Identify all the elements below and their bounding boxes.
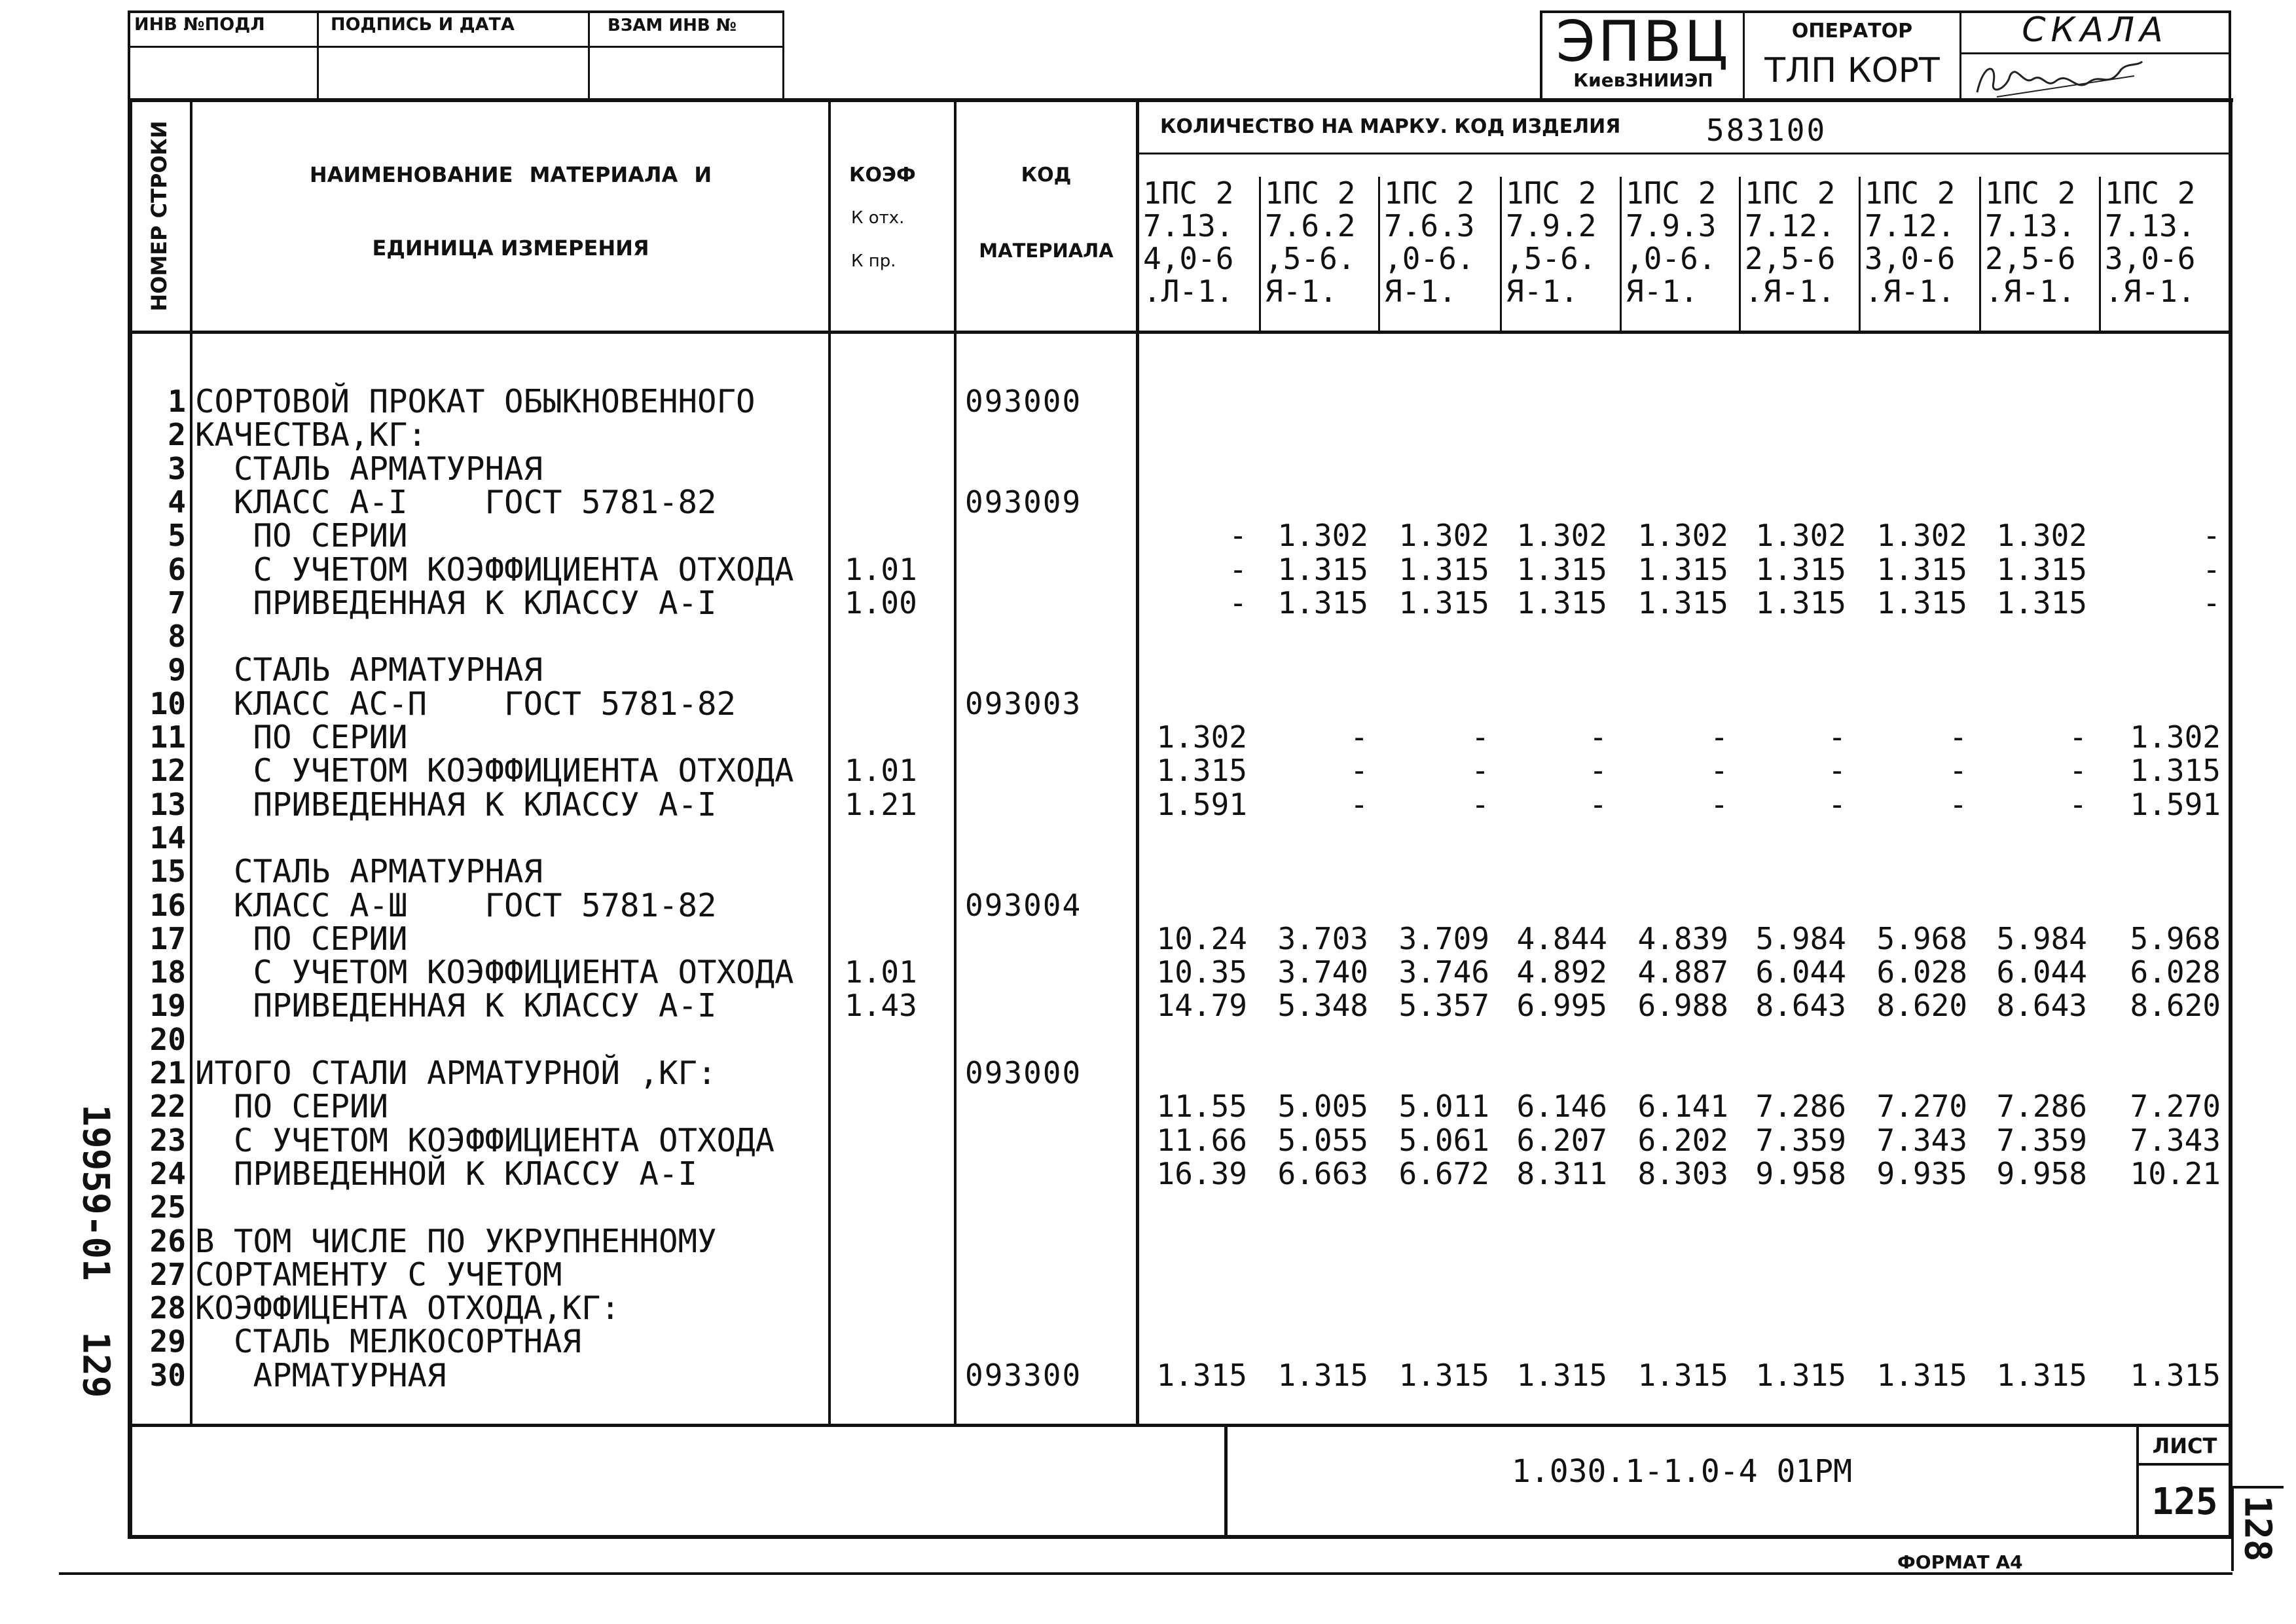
vzam-inv-label: ВЗАМ ИНВ № bbox=[608, 16, 737, 35]
mark-header-line: 1ПС 2 bbox=[1865, 175, 1956, 211]
quantity-cell: 1.315 bbox=[1156, 753, 1247, 788]
quantity-cell: 1.302 bbox=[1996, 518, 2087, 553]
mark-header-line: 2,5-6 bbox=[1745, 241, 1836, 276]
quantity-cell: 9.958 bbox=[1996, 1156, 2087, 1191]
quantity-cell: 5.348 bbox=[1277, 988, 1368, 1023]
row-number-header: НОМЕР СТРОКИ bbox=[147, 120, 172, 312]
quantity-cell: 8.643 bbox=[1996, 988, 2087, 1023]
quantity-cell: 6.028 bbox=[2130, 954, 2221, 990]
row-number: 26 bbox=[149, 1223, 186, 1259]
row-number: 5 bbox=[168, 518, 186, 553]
signature bbox=[1971, 56, 2147, 102]
quantity-cell: 1.315 bbox=[1277, 1358, 1368, 1393]
quantity-cell: - bbox=[1471, 753, 1489, 788]
mark-header-line: 7.9.3 bbox=[1626, 208, 1717, 244]
row-number: 10 bbox=[149, 686, 186, 721]
quantity-cell: - bbox=[1710, 787, 1728, 822]
quantity-cell: 8.311 bbox=[1516, 1156, 1607, 1191]
quantity-cell: - bbox=[1949, 753, 1967, 788]
quantity-cell: 3.709 bbox=[1398, 921, 1489, 956]
quantity-cell: - bbox=[2069, 753, 2087, 788]
coef-kotx-header: К отх. bbox=[851, 208, 905, 228]
quantity-cell: 6.141 bbox=[1637, 1089, 1728, 1124]
material-name: АРМАТУРНАЯ bbox=[195, 1357, 446, 1394]
quantity-cell: 1.315 bbox=[1996, 552, 2087, 587]
row-number: 6 bbox=[168, 552, 186, 587]
quantity-cell: 8.620 bbox=[1876, 988, 1967, 1023]
mark-header-line: 1ПС 2 bbox=[1985, 175, 2076, 211]
operator-label: ОПЕРАТОР bbox=[1791, 20, 1913, 43]
material-name: ПРИВЕДЕННАЯ К КЛАССУ А-I bbox=[195, 987, 717, 1024]
quantity-cell: 5.005 bbox=[1277, 1089, 1368, 1124]
quantity-cell: 8.620 bbox=[2130, 988, 2221, 1023]
sheet-number: 125 bbox=[2151, 1481, 2218, 1523]
quantity-cell: - bbox=[1471, 787, 1489, 822]
quantity-cell: 7.359 bbox=[1996, 1123, 2087, 1158]
quantity-cell: 1.315 bbox=[2130, 753, 2221, 788]
quantity-cell: - bbox=[1828, 753, 1846, 788]
quantity-cell: 5.984 bbox=[1755, 921, 1846, 956]
mark-header-line: .Я-1. bbox=[1865, 274, 1956, 309]
quantity-cell: 5.968 bbox=[1876, 921, 1967, 956]
quantity-cell: 8.643 bbox=[1755, 988, 1846, 1023]
product-code: 583100 bbox=[1706, 113, 1827, 148]
quantity-cell: 6.672 bbox=[1398, 1156, 1489, 1191]
quantity-cell: 10.24 bbox=[1156, 921, 1247, 956]
quantity-cell: - bbox=[1589, 719, 1607, 755]
quantity-cell: 1.315 bbox=[1755, 552, 1846, 587]
row-number: 7 bbox=[168, 585, 186, 621]
quantity-cell: - bbox=[1949, 719, 1967, 755]
quantity-cell: - bbox=[1229, 518, 1247, 553]
coef-header: КОЭФ bbox=[849, 164, 916, 187]
quantity-cell: 7.343 bbox=[1876, 1123, 1967, 1158]
quantity-cell: 1.302 bbox=[1156, 719, 1247, 755]
mark-header-line: 1ПС 2 bbox=[1745, 175, 1836, 211]
row-number: 12 bbox=[149, 753, 186, 788]
quantity-cell: - bbox=[1949, 787, 1967, 822]
quantity-cell: - bbox=[2202, 518, 2221, 553]
material-name: КЛАСС АС-П ГОСТ 5781-82 bbox=[195, 685, 737, 723]
material-name-header-2: ЕДИНИЦА ИЗМЕРЕНИЯ bbox=[372, 236, 649, 261]
inv-podl-label: ИНВ №ПОДЛ bbox=[134, 14, 265, 35]
row-number: 11 bbox=[149, 719, 186, 755]
quantity-cell: 3.740 bbox=[1277, 954, 1368, 990]
mark-header-line: ,5-6. bbox=[1506, 241, 1597, 276]
quantity-cell: - bbox=[2069, 719, 2087, 755]
material-name: ПО СЕРИИ bbox=[195, 1088, 389, 1125]
material-code: 093000 bbox=[965, 384, 1082, 419]
row-number: 21 bbox=[149, 1055, 186, 1091]
mark-header-line: .Я-1. bbox=[1745, 274, 1836, 309]
quantity-cell: 7.270 bbox=[1876, 1089, 1967, 1124]
mark-header-line: 1ПС 2 bbox=[1626, 175, 1717, 211]
quantity-cell: 3.703 bbox=[1277, 921, 1368, 956]
mark-header-line: 7.13. bbox=[2105, 208, 2196, 244]
quantity-cell: - bbox=[1589, 787, 1607, 822]
quantity-cell: 1.302 bbox=[1755, 518, 1846, 553]
quantity-cell: 1.302 bbox=[1398, 518, 1489, 553]
format-label: ФОРМАТ А4 bbox=[1897, 1551, 2023, 1573]
mark-header-line: 1ПС 2 bbox=[1265, 175, 1356, 211]
quantity-cell: - bbox=[1229, 552, 1247, 587]
quantity-cell: - bbox=[1350, 753, 1368, 788]
quantity-cell: 7.270 bbox=[2130, 1089, 2221, 1124]
operator-name: СКАЛА bbox=[2022, 10, 2168, 50]
code-header-2: МАТЕРИАЛА bbox=[979, 240, 1114, 262]
quantity-cell: 6.663 bbox=[1277, 1156, 1368, 1191]
mark-header-line: 7.6.2 bbox=[1265, 208, 1356, 244]
quantity-cell: 1.591 bbox=[2130, 787, 2221, 822]
mark-header-line: Я-1. bbox=[1506, 274, 1578, 309]
quantity-cell: 1.315 bbox=[1637, 585, 1728, 621]
material-name: СТАЛЬ АРМАТУРНАЯ bbox=[195, 853, 543, 890]
quantity-cell: 1.315 bbox=[1996, 585, 2087, 621]
row-number: 1 bbox=[168, 384, 186, 419]
quantity-cell: 7.343 bbox=[2130, 1123, 2221, 1158]
quantity-cell: 11.55 bbox=[1156, 1089, 1247, 1124]
margin-page-number: 129 bbox=[74, 1331, 117, 1398]
material-name: КОЭФФИЦЕНТА ОТХОДА,КГ: bbox=[195, 1290, 621, 1327]
quantity-cell: 1.315 bbox=[2130, 1358, 2221, 1393]
quantity-cell: - bbox=[1471, 719, 1489, 755]
mark-header-line: 7.6.3 bbox=[1384, 208, 1475, 244]
material-name-header-1: НАИМЕНОВАНИЕ МАТЕРИАЛА И bbox=[309, 162, 712, 187]
material-code: 093003 bbox=[965, 686, 1082, 721]
quantity-cell: 7.286 bbox=[1755, 1089, 1846, 1124]
quantity-cell: 8.303 bbox=[1637, 1156, 1728, 1191]
row-number: 28 bbox=[149, 1290, 186, 1326]
mark-header-line: ,5-6. bbox=[1265, 241, 1356, 276]
mark-header-line: 1ПС 2 bbox=[1384, 175, 1475, 211]
quantity-cell: 10.35 bbox=[1156, 954, 1247, 990]
quantity-cell: - bbox=[1350, 787, 1368, 822]
quantity-cell: 5.984 bbox=[1996, 921, 2087, 956]
mark-header-line: 7.13. bbox=[1143, 208, 1234, 244]
quantity-cell: 5.011 bbox=[1398, 1089, 1489, 1124]
row-number: 30 bbox=[149, 1358, 186, 1393]
quantity-cell: - bbox=[2202, 585, 2221, 621]
mark-header-line: .Я-1. bbox=[2105, 274, 2196, 309]
coefficient: 1.00 bbox=[845, 585, 917, 621]
mark-header-line: Я-1. bbox=[1265, 274, 1338, 309]
quantity-cell: - bbox=[1710, 719, 1728, 755]
coef-kpr-header: К пр. bbox=[851, 251, 896, 271]
material-name: СТАЛЬ АРМАТУРНАЯ bbox=[195, 450, 543, 488]
quantity-cell: 1.315 bbox=[1277, 552, 1368, 587]
quantity-cell: - bbox=[1828, 719, 1846, 755]
quantity-cell: 14.79 bbox=[1156, 988, 1247, 1023]
operator-value: ТЛП КОРТ bbox=[1764, 51, 1940, 90]
mark-header-line: 7.12. bbox=[1745, 208, 1836, 244]
quantity-cell: 1.302 bbox=[2130, 719, 2221, 755]
quantity-cell: 1.315 bbox=[1876, 1358, 1967, 1393]
quantity-cell: 1.315 bbox=[1516, 552, 1607, 587]
quantity-cell: 4.844 bbox=[1516, 921, 1607, 956]
mark-header-line: 7.12. bbox=[1865, 208, 1956, 244]
quantity-cell: - bbox=[2069, 787, 2087, 822]
quantity-cell: - bbox=[1589, 753, 1607, 788]
quantity-cell: - bbox=[2202, 552, 2221, 587]
coefficient: 1.01 bbox=[845, 552, 917, 587]
row-number: 14 bbox=[149, 820, 186, 856]
mark-header-line: 4,0-6 bbox=[1143, 241, 1234, 276]
mark-header-line: Я-1. bbox=[1626, 274, 1698, 309]
org-sub: КиевЗНИИЭП bbox=[1573, 69, 1713, 91]
row-number: 29 bbox=[149, 1324, 186, 1359]
mark-header-line: 3,0-6 bbox=[1865, 241, 1956, 276]
material-code: 093004 bbox=[965, 888, 1082, 923]
quantity-cell: 1.315 bbox=[1996, 1358, 2087, 1393]
quantity-cell: - bbox=[1828, 787, 1846, 822]
material-code: 093300 bbox=[965, 1358, 1082, 1393]
quantity-cell: 1.302 bbox=[1637, 518, 1728, 553]
material-name: С УЧЕТОМ КОЭФФИЦИЕНТА ОТХОДА bbox=[195, 954, 794, 991]
material-name: КЛАСС А-Ш ГОСТ 5781-82 bbox=[195, 887, 717, 924]
row-number: 3 bbox=[168, 451, 186, 486]
quantity-cell: 16.39 bbox=[1156, 1156, 1247, 1191]
row-number: 22 bbox=[149, 1089, 186, 1124]
quantity-cell: 6.028 bbox=[1876, 954, 1967, 990]
material-name: ПО СЕРИИ bbox=[195, 719, 408, 756]
material-name: КАЧЕСТВА,КГ: bbox=[195, 416, 428, 454]
quantity-cell: 1.315 bbox=[1876, 585, 1967, 621]
material-name: СТАЛЬ МЕЛКОСОРТНАЯ bbox=[195, 1323, 582, 1360]
margin-inventory-number: 19959-01 bbox=[74, 1104, 117, 1281]
material-code: 093009 bbox=[965, 484, 1082, 520]
mark-header-line: 1ПС 2 bbox=[1506, 175, 1597, 211]
quantity-cell: 6.044 bbox=[1755, 954, 1846, 990]
mark-header-line: 7.13. bbox=[1985, 208, 2076, 244]
quantity-cell: 7.286 bbox=[1996, 1089, 2087, 1124]
material-name: СТАЛЬ АРМАТУРНАЯ bbox=[195, 651, 543, 689]
quantity-cell: 1.315 bbox=[1516, 585, 1607, 621]
quantity-cell: 5.061 bbox=[1398, 1123, 1489, 1158]
quantity-cell: 1.315 bbox=[1398, 1358, 1489, 1393]
quantity-label: КОЛИЧЕСТВО НА МАРКУ. КОД ИЗДЕЛИЯ bbox=[1160, 115, 1621, 138]
row-number: 20 bbox=[149, 1022, 186, 1057]
mark-header-line: 3,0-6 bbox=[2105, 241, 2196, 276]
quantity-cell: 6.044 bbox=[1996, 954, 2087, 990]
material-name: С УЧЕТОМ КОЭФФИЦИЕНТА ОТХОДА bbox=[195, 551, 794, 588]
row-number: 2 bbox=[168, 417, 186, 452]
quantity-cell: - bbox=[1710, 753, 1728, 788]
sheet-label: ЛИСТ bbox=[2152, 1434, 2217, 1458]
quantity-cell: 10.21 bbox=[2130, 1156, 2221, 1191]
row-number: 27 bbox=[149, 1257, 186, 1292]
material-name: ИТОГО СТАЛИ АРМАТУРНОЙ ,КГ: bbox=[195, 1055, 717, 1092]
quantity-cell: 1.315 bbox=[1398, 552, 1489, 587]
quantity-cell: 1.315 bbox=[1637, 552, 1728, 587]
quantity-cell: 1.302 bbox=[1516, 518, 1607, 553]
material-name: СОРТАМЕНТУ С УЧЕТОМ bbox=[195, 1256, 562, 1293]
quantity-cell: 1.315 bbox=[1156, 1358, 1247, 1393]
material-name: СОРТОВОЙ ПРОКАТ ОБЫКНОВЕННОГО bbox=[195, 383, 756, 420]
quantity-cell: 6.207 bbox=[1516, 1123, 1607, 1158]
quantity-cell: - bbox=[1350, 719, 1368, 755]
material-name: ПРИВЕДЕННАЯ К КЛАССУ А-I bbox=[195, 585, 717, 622]
mark-header-line: 7.9.2 bbox=[1506, 208, 1597, 244]
quantity-cell: 1.315 bbox=[1755, 585, 1846, 621]
quantity-cell: - bbox=[1229, 585, 1247, 621]
mark-header-line: Я-1. bbox=[1384, 274, 1457, 309]
mark-header-line: .Л-1. bbox=[1143, 274, 1234, 309]
material-code: 093000 bbox=[965, 1055, 1082, 1091]
quantity-cell: 6.995 bbox=[1516, 988, 1607, 1023]
coefficient: 1.21 bbox=[845, 787, 917, 822]
row-number: 8 bbox=[168, 619, 186, 654]
quantity-cell: 1.315 bbox=[1876, 552, 1967, 587]
row-number: 16 bbox=[149, 888, 186, 923]
row-number: 9 bbox=[168, 652, 186, 687]
quantity-cell: 1.315 bbox=[1398, 585, 1489, 621]
quantity-cell: 5.968 bbox=[2130, 921, 2221, 956]
row-number: 4 bbox=[168, 484, 186, 520]
doc-code: 1.030.1-1.0-4 01PM bbox=[1511, 1453, 1853, 1490]
row-number: 18 bbox=[149, 954, 186, 990]
coefficient: 1.01 bbox=[845, 753, 917, 788]
quantity-cell: 5.357 bbox=[1398, 988, 1489, 1023]
mark-header-line: 2,5-6 bbox=[1985, 241, 2076, 276]
row-number: 19 bbox=[149, 988, 186, 1023]
quantity-cell: 6.988 bbox=[1637, 988, 1728, 1023]
material-name: В ТОМ ЧИСЛЕ ПО УКРУПНЕННОМУ bbox=[195, 1223, 717, 1260]
quantity-cell: 1.302 bbox=[1277, 518, 1368, 553]
quantity-cell: 1.302 bbox=[1876, 518, 1967, 553]
material-name: ПО СЕРИИ bbox=[195, 920, 408, 958]
org-name: ЭПВЦ bbox=[1556, 9, 1731, 75]
quantity-cell: 11.66 bbox=[1156, 1123, 1247, 1158]
row-number: 24 bbox=[149, 1156, 186, 1191]
row-number: 17 bbox=[149, 921, 186, 956]
quantity-cell: 9.958 bbox=[1755, 1156, 1846, 1191]
row-number: 25 bbox=[149, 1189, 186, 1225]
material-name: ПРИВЕДЕННАЯ К КЛАССУ А-I bbox=[195, 786, 717, 823]
podpis-data-label: ПОДПИСЬ И ДАТА bbox=[331, 14, 515, 35]
material-name: ПРИВЕДЕННОЙ К КЛАССУ А-I bbox=[195, 1155, 698, 1193]
coefficient: 1.43 bbox=[845, 988, 917, 1023]
quantity-cell: 5.055 bbox=[1277, 1123, 1368, 1158]
coefficient: 1.01 bbox=[845, 954, 917, 990]
quantity-cell: 6.146 bbox=[1516, 1089, 1607, 1124]
quantity-cell: 1.315 bbox=[1755, 1358, 1846, 1393]
mark-header-line: 1ПС 2 bbox=[2105, 175, 2196, 211]
quantity-cell: 3.746 bbox=[1398, 954, 1489, 990]
mark-header-line: ,0-6. bbox=[1626, 241, 1717, 276]
side-sheet-number: 128 bbox=[2236, 1495, 2279, 1562]
quantity-cell: 7.359 bbox=[1755, 1123, 1846, 1158]
mark-header-line: ,0-6. bbox=[1384, 241, 1475, 276]
quantity-cell: 1.315 bbox=[1277, 585, 1368, 621]
code-header-1: КОД bbox=[1021, 164, 1072, 187]
quantity-cell: 1.315 bbox=[1516, 1358, 1607, 1393]
quantity-cell: 4.839 bbox=[1637, 921, 1728, 956]
mark-header-line: .Я-1. bbox=[1985, 274, 2076, 309]
quantity-cell: 4.887 bbox=[1637, 954, 1728, 990]
material-name: С УЧЕТОМ КОЭФФИЦИЕНТА ОТХОДА bbox=[195, 752, 794, 789]
quantity-cell: 1.315 bbox=[1637, 1358, 1728, 1393]
material-name: ПО СЕРИИ bbox=[195, 517, 408, 554]
quantity-cell: 6.202 bbox=[1637, 1123, 1728, 1158]
row-number: 23 bbox=[149, 1123, 186, 1158]
row-number: 15 bbox=[149, 854, 186, 889]
quantity-cell: 1.591 bbox=[1156, 787, 1247, 822]
material-name: КЛАСС А-I ГОСТ 5781-82 bbox=[195, 484, 717, 521]
row-number: 13 bbox=[149, 787, 186, 822]
quantity-cell: 9.935 bbox=[1876, 1156, 1967, 1191]
material-name: С УЧЕТОМ КОЭФФИЦИЕНТА ОТХОДА bbox=[195, 1122, 775, 1159]
quantity-cell: 4.892 bbox=[1516, 954, 1607, 990]
mark-header-line: 1ПС 2 bbox=[1143, 175, 1234, 211]
